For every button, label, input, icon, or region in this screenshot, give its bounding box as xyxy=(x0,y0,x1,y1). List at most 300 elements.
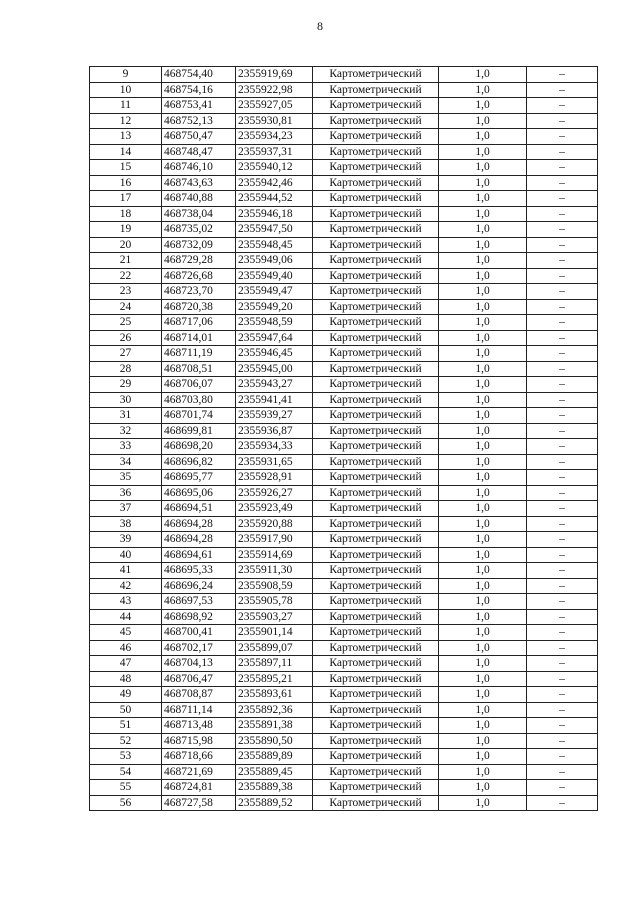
accuracy-cell: 1,0 xyxy=(439,361,527,377)
x-coordinate-cell: 468711,19 xyxy=(162,346,236,362)
method-cell: Картометрический xyxy=(313,191,439,207)
x-coordinate-cell: 468700,41 xyxy=(162,625,236,641)
description-cell: – xyxy=(527,144,598,160)
x-coordinate-cell: 468718,66 xyxy=(162,749,236,765)
description-cell: – xyxy=(527,764,598,780)
coordinates-table xyxy=(89,66,598,811)
method-cell: Картометрический xyxy=(313,501,439,517)
accuracy-cell: 1,0 xyxy=(439,547,527,563)
point-number-cell: 41 xyxy=(90,563,162,579)
method-cell: Картометрический xyxy=(313,408,439,424)
table-row xyxy=(90,67,598,83)
table-row xyxy=(90,718,598,734)
point-number-cell: 44 xyxy=(90,609,162,625)
description-cell: – xyxy=(527,191,598,207)
accuracy-cell: 1,0 xyxy=(439,129,527,145)
table-row xyxy=(90,113,598,129)
y-coordinate-cell: 2355917,90 xyxy=(236,532,313,548)
point-number-cell: 20 xyxy=(90,237,162,253)
description-cell: – xyxy=(527,532,598,548)
table-row xyxy=(90,563,598,579)
x-coordinate-cell: 468721,69 xyxy=(162,764,236,780)
description-cell: – xyxy=(527,718,598,734)
y-coordinate-cell: 2355922,98 xyxy=(236,82,313,98)
description-cell: – xyxy=(527,98,598,114)
description-cell: – xyxy=(527,423,598,439)
y-coordinate-cell: 2355889,38 xyxy=(236,780,313,796)
x-coordinate-cell: 468694,61 xyxy=(162,547,236,563)
point-number-cell: 36 xyxy=(90,485,162,501)
x-coordinate-cell: 468694,51 xyxy=(162,501,236,517)
x-coordinate-cell: 468748,47 xyxy=(162,144,236,160)
description-cell: – xyxy=(527,594,598,610)
description-cell: – xyxy=(527,160,598,176)
table-row xyxy=(90,82,598,98)
accuracy-cell: 1,0 xyxy=(439,718,527,734)
table-row xyxy=(90,764,598,780)
x-coordinate-cell: 468726,68 xyxy=(162,268,236,284)
accuracy-cell: 1,0 xyxy=(439,284,527,300)
method-cell: Картометрический xyxy=(313,284,439,300)
point-number-cell: 13 xyxy=(90,129,162,145)
method-cell: Картометрический xyxy=(313,330,439,346)
method-cell: Картометрический xyxy=(313,640,439,656)
method-cell: Картометрический xyxy=(313,346,439,362)
x-coordinate-cell: 468723,70 xyxy=(162,284,236,300)
method-cell: Картометрический xyxy=(313,268,439,284)
accuracy-cell: 1,0 xyxy=(439,408,527,424)
description-cell: – xyxy=(527,780,598,796)
accuracy-cell: 1,0 xyxy=(439,191,527,207)
x-coordinate-cell: 468746,10 xyxy=(162,160,236,176)
description-cell: – xyxy=(527,547,598,563)
table-row xyxy=(90,780,598,796)
x-coordinate-cell: 468706,07 xyxy=(162,377,236,393)
point-number-cell: 47 xyxy=(90,656,162,672)
x-coordinate-cell: 468694,28 xyxy=(162,516,236,532)
accuracy-cell: 1,0 xyxy=(439,609,527,625)
point-number-cell: 10 xyxy=(90,82,162,98)
x-coordinate-cell: 468738,04 xyxy=(162,206,236,222)
point-number-cell: 11 xyxy=(90,98,162,114)
point-number-cell: 18 xyxy=(90,206,162,222)
accuracy-cell: 1,0 xyxy=(439,439,527,455)
method-cell: Картометрический xyxy=(313,702,439,718)
table-row xyxy=(90,795,598,811)
point-number-cell: 45 xyxy=(90,625,162,641)
description-cell: – xyxy=(527,377,598,393)
table-row xyxy=(90,733,598,749)
table-row xyxy=(90,408,598,424)
x-coordinate-cell: 468694,28 xyxy=(162,532,236,548)
table-row xyxy=(90,625,598,641)
point-number-cell: 48 xyxy=(90,671,162,687)
accuracy-cell: 1,0 xyxy=(439,594,527,610)
point-number-cell: 42 xyxy=(90,578,162,594)
table-row xyxy=(90,532,598,548)
accuracy-cell: 1,0 xyxy=(439,392,527,408)
y-coordinate-cell: 2355949,47 xyxy=(236,284,313,300)
point-number-cell: 27 xyxy=(90,346,162,362)
description-cell: – xyxy=(527,315,598,331)
y-coordinate-cell: 2355897,11 xyxy=(236,656,313,672)
table-row xyxy=(90,206,598,222)
x-coordinate-cell: 468720,38 xyxy=(162,299,236,315)
y-coordinate-cell: 2355899,07 xyxy=(236,640,313,656)
description-cell: – xyxy=(527,237,598,253)
accuracy-cell: 1,0 xyxy=(439,330,527,346)
description-cell: – xyxy=(527,253,598,269)
accuracy-cell: 1,0 xyxy=(439,671,527,687)
x-coordinate-cell: 468717,06 xyxy=(162,315,236,331)
table-row xyxy=(90,516,598,532)
point-number-cell: 14 xyxy=(90,144,162,160)
y-coordinate-cell: 2355908,59 xyxy=(236,578,313,594)
description-cell: – xyxy=(527,299,598,315)
x-coordinate-cell: 468696,82 xyxy=(162,454,236,470)
point-number-cell: 46 xyxy=(90,640,162,656)
x-coordinate-cell: 468698,20 xyxy=(162,439,236,455)
description-cell: – xyxy=(527,609,598,625)
accuracy-cell: 1,0 xyxy=(439,82,527,98)
description-cell: – xyxy=(527,113,598,129)
accuracy-cell: 1,0 xyxy=(439,268,527,284)
method-cell: Картометрический xyxy=(313,206,439,222)
description-cell: – xyxy=(527,640,598,656)
x-coordinate-cell: 468743,63 xyxy=(162,175,236,191)
x-coordinate-cell: 468714,01 xyxy=(162,330,236,346)
point-number-cell: 23 xyxy=(90,284,162,300)
point-number-cell: 9 xyxy=(90,67,162,83)
y-coordinate-cell: 2355937,31 xyxy=(236,144,313,160)
description-cell: – xyxy=(527,284,598,300)
accuracy-cell: 1,0 xyxy=(439,485,527,501)
x-coordinate-cell: 468711,14 xyxy=(162,702,236,718)
description-cell: – xyxy=(527,702,598,718)
table-row xyxy=(90,501,598,517)
description-cell: – xyxy=(527,129,598,145)
table-row xyxy=(90,175,598,191)
y-coordinate-cell: 2355926,27 xyxy=(236,485,313,501)
table-row xyxy=(90,253,598,269)
accuracy-cell: 1,0 xyxy=(439,98,527,114)
accuracy-cell: 1,0 xyxy=(439,795,527,811)
point-number-cell: 53 xyxy=(90,749,162,765)
y-coordinate-cell: 2355939,27 xyxy=(236,408,313,424)
point-number-cell: 39 xyxy=(90,532,162,548)
y-coordinate-cell: 2355895,21 xyxy=(236,671,313,687)
table-row xyxy=(90,392,598,408)
point-number-cell: 43 xyxy=(90,594,162,610)
y-coordinate-cell: 2355942,46 xyxy=(236,175,313,191)
method-cell: Картометрический xyxy=(313,532,439,548)
description-cell: – xyxy=(527,470,598,486)
point-number-cell: 17 xyxy=(90,191,162,207)
table-row xyxy=(90,687,598,703)
method-cell: Картометрический xyxy=(313,423,439,439)
table-row xyxy=(90,609,598,625)
x-coordinate-cell: 468695,06 xyxy=(162,485,236,501)
x-coordinate-cell: 468698,92 xyxy=(162,609,236,625)
table-row xyxy=(90,129,598,145)
description-cell: – xyxy=(527,749,598,765)
accuracy-cell: 1,0 xyxy=(439,175,527,191)
y-coordinate-cell: 2355911,30 xyxy=(236,563,313,579)
method-cell: Картометрический xyxy=(313,222,439,238)
method-cell: Картометрический xyxy=(313,594,439,610)
description-cell: – xyxy=(527,330,598,346)
point-number-cell: 40 xyxy=(90,547,162,563)
y-coordinate-cell: 2355901,14 xyxy=(236,625,313,641)
x-coordinate-cell: 468715,98 xyxy=(162,733,236,749)
method-cell: Картометрический xyxy=(313,129,439,145)
method-cell: Картометрический xyxy=(313,253,439,269)
y-coordinate-cell: 2355947,50 xyxy=(236,222,313,238)
table-row xyxy=(90,454,598,470)
method-cell: Картометрический xyxy=(313,609,439,625)
method-cell: Картометрический xyxy=(313,392,439,408)
point-number-cell: 15 xyxy=(90,160,162,176)
method-cell: Картометрический xyxy=(313,299,439,315)
y-coordinate-cell: 2355889,45 xyxy=(236,764,313,780)
method-cell: Картометрический xyxy=(313,377,439,393)
table-row xyxy=(90,640,598,656)
method-cell: Картометрический xyxy=(313,563,439,579)
table-row xyxy=(90,702,598,718)
accuracy-cell: 1,0 xyxy=(439,516,527,532)
description-cell: – xyxy=(527,733,598,749)
method-cell: Картометрический xyxy=(313,547,439,563)
y-coordinate-cell: 2355943,27 xyxy=(236,377,313,393)
description-cell: – xyxy=(527,671,598,687)
x-coordinate-cell: 468754,16 xyxy=(162,82,236,98)
table-row xyxy=(90,222,598,238)
table-row xyxy=(90,423,598,439)
method-cell: Картометрический xyxy=(313,237,439,253)
accuracy-cell: 1,0 xyxy=(439,563,527,579)
method-cell: Картометрический xyxy=(313,144,439,160)
point-number-cell: 56 xyxy=(90,795,162,811)
method-cell: Картометрический xyxy=(313,361,439,377)
accuracy-cell: 1,0 xyxy=(439,315,527,331)
method-cell: Картометрический xyxy=(313,113,439,129)
accuracy-cell: 1,0 xyxy=(439,346,527,362)
accuracy-cell: 1,0 xyxy=(439,299,527,315)
table-row xyxy=(90,191,598,207)
table-row xyxy=(90,656,598,672)
description-cell: – xyxy=(527,454,598,470)
x-coordinate-cell: 468752,13 xyxy=(162,113,236,129)
accuracy-cell: 1,0 xyxy=(439,222,527,238)
y-coordinate-cell: 2355936,87 xyxy=(236,423,313,439)
table-row xyxy=(90,485,598,501)
accuracy-cell: 1,0 xyxy=(439,377,527,393)
accuracy-cell: 1,0 xyxy=(439,237,527,253)
table-row xyxy=(90,237,598,253)
x-coordinate-cell: 468703,80 xyxy=(162,392,236,408)
point-number-cell: 28 xyxy=(90,361,162,377)
y-coordinate-cell: 2355928,91 xyxy=(236,470,313,486)
y-coordinate-cell: 2355940,12 xyxy=(236,160,313,176)
accuracy-cell: 1,0 xyxy=(439,206,527,222)
accuracy-cell: 1,0 xyxy=(439,113,527,129)
accuracy-cell: 1,0 xyxy=(439,733,527,749)
description-cell: – xyxy=(527,687,598,703)
method-cell: Картометрический xyxy=(313,98,439,114)
description-cell: – xyxy=(527,501,598,517)
y-coordinate-cell: 2355946,18 xyxy=(236,206,313,222)
y-coordinate-cell: 2355947,64 xyxy=(236,330,313,346)
accuracy-cell: 1,0 xyxy=(439,253,527,269)
method-cell: Картометрический xyxy=(313,671,439,687)
y-coordinate-cell: 2355890,50 xyxy=(236,733,313,749)
method-cell: Картометрический xyxy=(313,656,439,672)
point-number-cell: 33 xyxy=(90,439,162,455)
x-coordinate-cell: 468753,41 xyxy=(162,98,236,114)
table-row xyxy=(90,671,598,687)
table-row xyxy=(90,346,598,362)
description-cell: – xyxy=(527,439,598,455)
description-cell: – xyxy=(527,82,598,98)
method-cell: Картометрический xyxy=(313,160,439,176)
point-number-cell: 16 xyxy=(90,175,162,191)
description-cell: – xyxy=(527,656,598,672)
accuracy-cell: 1,0 xyxy=(439,67,527,83)
point-number-cell: 12 xyxy=(90,113,162,129)
y-coordinate-cell: 2355945,00 xyxy=(236,361,313,377)
y-coordinate-cell: 2355948,45 xyxy=(236,237,313,253)
description-cell: – xyxy=(527,485,598,501)
y-coordinate-cell: 2355946,45 xyxy=(236,346,313,362)
description-cell: – xyxy=(527,67,598,83)
point-number-cell: 26 xyxy=(90,330,162,346)
description-cell: – xyxy=(527,392,598,408)
accuracy-cell: 1,0 xyxy=(439,160,527,176)
table-row xyxy=(90,268,598,284)
table-row xyxy=(90,315,598,331)
table-row xyxy=(90,547,598,563)
point-number-cell: 31 xyxy=(90,408,162,424)
page-number: 8 xyxy=(317,19,323,33)
description-cell: – xyxy=(527,361,598,377)
y-coordinate-cell: 2355949,20 xyxy=(236,299,313,315)
y-coordinate-cell: 2355905,78 xyxy=(236,594,313,610)
table-row xyxy=(90,144,598,160)
point-number-cell: 49 xyxy=(90,687,162,703)
description-cell: – xyxy=(527,563,598,579)
accuracy-cell: 1,0 xyxy=(439,578,527,594)
point-number-cell: 38 xyxy=(90,516,162,532)
table-row xyxy=(90,578,598,594)
accuracy-cell: 1,0 xyxy=(439,532,527,548)
point-number-cell: 37 xyxy=(90,501,162,517)
method-cell: Картометрический xyxy=(313,439,439,455)
x-coordinate-cell: 468706,47 xyxy=(162,671,236,687)
x-coordinate-cell: 468699,81 xyxy=(162,423,236,439)
description-cell: – xyxy=(527,175,598,191)
y-coordinate-cell: 2355903,27 xyxy=(236,609,313,625)
y-coordinate-cell: 2355944,52 xyxy=(236,191,313,207)
accuracy-cell: 1,0 xyxy=(439,687,527,703)
x-coordinate-cell: 468732,09 xyxy=(162,237,236,253)
method-cell: Картометрический xyxy=(313,578,439,594)
method-cell: Картометрический xyxy=(313,625,439,641)
x-coordinate-cell: 468702,17 xyxy=(162,640,236,656)
y-coordinate-cell: 2355923,49 xyxy=(236,501,313,517)
coordinates-table-body xyxy=(90,67,598,811)
accuracy-cell: 1,0 xyxy=(439,423,527,439)
accuracy-cell: 1,0 xyxy=(439,625,527,641)
point-number-cell: 54 xyxy=(90,764,162,780)
x-coordinate-cell: 468701,74 xyxy=(162,408,236,424)
description-cell: – xyxy=(527,206,598,222)
y-coordinate-cell: 2355889,52 xyxy=(236,795,313,811)
y-coordinate-cell: 2355941,41 xyxy=(236,392,313,408)
x-coordinate-cell: 468740,88 xyxy=(162,191,236,207)
method-cell: Картометрический xyxy=(313,687,439,703)
method-cell: Картометрический xyxy=(313,485,439,501)
x-coordinate-cell: 468697,53 xyxy=(162,594,236,610)
table-row xyxy=(90,470,598,486)
description-cell: – xyxy=(527,268,598,284)
description-cell: – xyxy=(527,516,598,532)
point-number-cell: 25 xyxy=(90,315,162,331)
table-row xyxy=(90,377,598,393)
y-coordinate-cell: 2355934,23 xyxy=(236,129,313,145)
y-coordinate-cell: 2355889,89 xyxy=(236,749,313,765)
accuracy-cell: 1,0 xyxy=(439,501,527,517)
point-number-cell: 50 xyxy=(90,702,162,718)
method-cell: Картометрический xyxy=(313,764,439,780)
method-cell: Картометрический xyxy=(313,749,439,765)
table-row xyxy=(90,749,598,765)
method-cell: Картометрический xyxy=(313,315,439,331)
x-coordinate-cell: 468696,24 xyxy=(162,578,236,594)
accuracy-cell: 1,0 xyxy=(439,454,527,470)
point-number-cell: 34 xyxy=(90,454,162,470)
table-row xyxy=(90,439,598,455)
x-coordinate-cell: 468729,28 xyxy=(162,253,236,269)
y-coordinate-cell: 2355920,88 xyxy=(236,516,313,532)
method-cell: Картометрический xyxy=(313,516,439,532)
description-cell: – xyxy=(527,795,598,811)
method-cell: Картометрический xyxy=(313,780,439,796)
accuracy-cell: 1,0 xyxy=(439,640,527,656)
y-coordinate-cell: 2355893,61 xyxy=(236,687,313,703)
table-row xyxy=(90,594,598,610)
description-cell: – xyxy=(527,346,598,362)
accuracy-cell: 1,0 xyxy=(439,144,527,160)
table-row xyxy=(90,98,598,114)
y-coordinate-cell: 2355949,06 xyxy=(236,253,313,269)
y-coordinate-cell: 2355949,40 xyxy=(236,268,313,284)
x-coordinate-cell: 468727,58 xyxy=(162,795,236,811)
x-coordinate-cell: 468750,47 xyxy=(162,129,236,145)
y-coordinate-cell: 2355930,81 xyxy=(236,113,313,129)
y-coordinate-cell: 2355914,69 xyxy=(236,547,313,563)
table-row xyxy=(90,299,598,315)
x-coordinate-cell: 468754,40 xyxy=(162,67,236,83)
table-row xyxy=(90,160,598,176)
point-number-cell: 55 xyxy=(90,780,162,796)
x-coordinate-cell: 468695,77 xyxy=(162,470,236,486)
table-row xyxy=(90,361,598,377)
method-cell: Картометрический xyxy=(313,175,439,191)
y-coordinate-cell: 2355891,38 xyxy=(236,718,313,734)
y-coordinate-cell: 2355931,65 xyxy=(236,454,313,470)
point-number-cell: 52 xyxy=(90,733,162,749)
point-number-cell: 29 xyxy=(90,377,162,393)
